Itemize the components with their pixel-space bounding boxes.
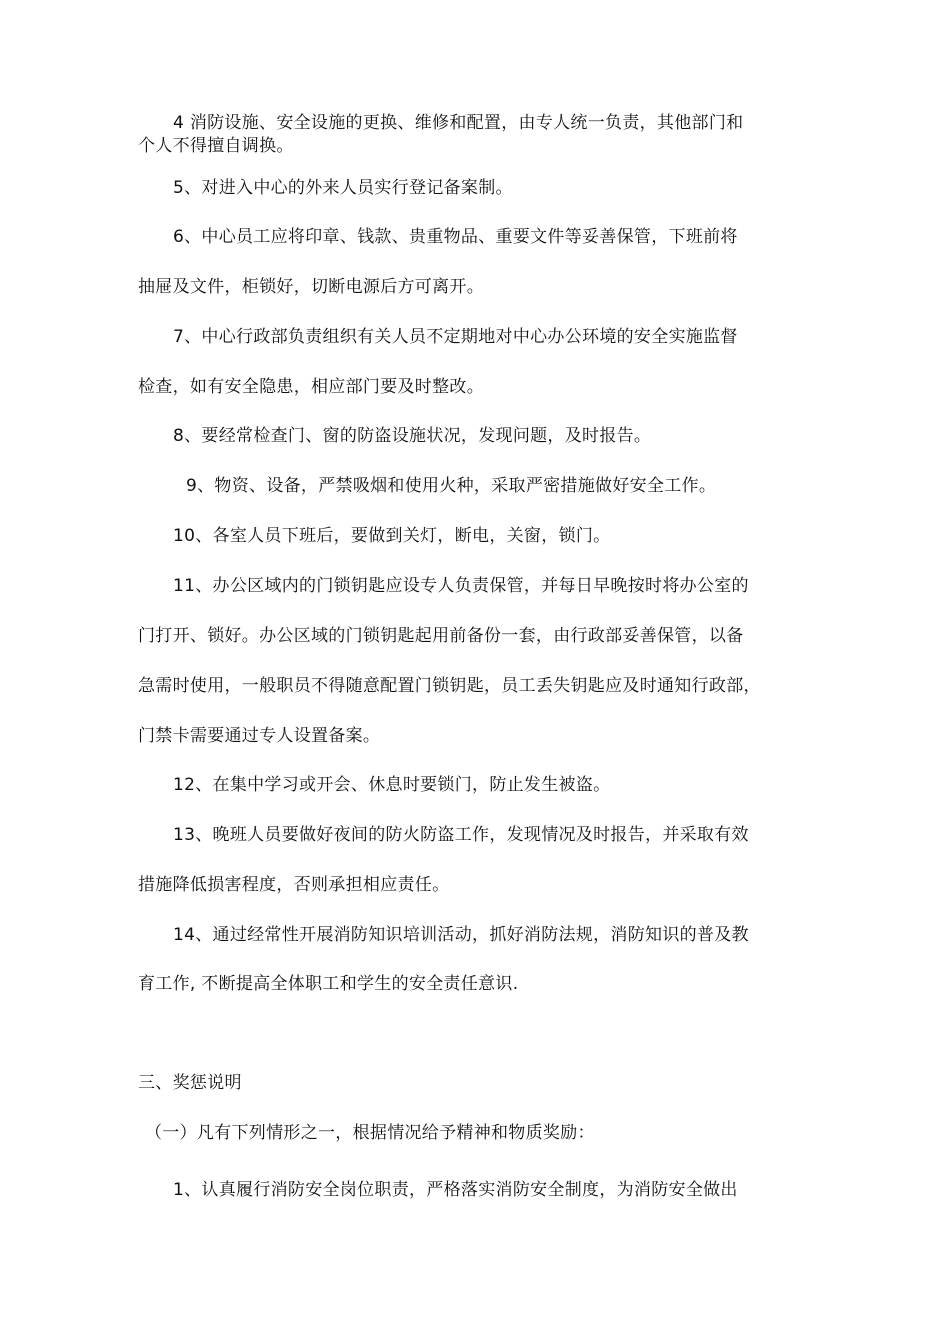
paragraph-line: 检查，如有安全隐患，相应部门要及时整改。 (138, 377, 484, 397)
paragraph-line: 5、对进入中心的外来人员实行登记备案制。 (173, 178, 513, 198)
paragraph-line: 8、要经常检查门、窗的防盗设施状况，发现问题，及时报告。 (173, 426, 652, 446)
paragraph-line: 急需时使用，一般职员不得随意配置门锁钥匙，员工丢失钥匙应及时通知行政部， (138, 676, 761, 696)
paragraph-line: 7、中心行政部负责组织有关人员不定期地对中心办公环境的安全实施监督 (173, 327, 738, 347)
paragraph-line: 4 消防设施、安全设施的更换、维修和配置，由专人统一负责，其他部门和 (173, 113, 744, 133)
paragraph-line: 个人不得擅自调换。 (138, 136, 294, 156)
subsection-heading: （一）凡有下列情形之一，根据情况给予精神和物质奖励： (145, 1123, 595, 1143)
paragraph-line: 门禁卡需要通过专人设置备案。 (138, 726, 381, 746)
paragraph-line: 措施降低损害程度，否则承担相应责任。 (138, 875, 450, 895)
paragraph-line: 育工作, 不断提高全体职工和学生的安全责任意识. (138, 974, 519, 994)
paragraph-line: 11、办公区域内的门锁钥匙应设专人负责保管，并每日早晚按时将办公室的 (173, 576, 749, 596)
paragraph-line: 6、中心员工应将印章、钱款、贵重物品、重要文件等妥善保管，下班前将 (173, 227, 738, 247)
paragraph-line: 9、物资、设备，严禁吸烟和使用火种，采取严密措施做好安全工作。 (186, 476, 717, 496)
paragraph-line: 13、晚班人员要做好夜间的防火防盗工作，发现情况及时报告，并采取有效 (173, 825, 749, 845)
section-heading: 三、奖惩说明 (138, 1073, 242, 1093)
paragraph-line: 1、认真履行消防安全岗位职责，严格落实消防安全制度，为消防安全做出 (173, 1180, 738, 1200)
paragraph-line: 12、在集中学习或开会、休息时要锁门，防止发生被盗。 (173, 775, 611, 795)
paragraph-line: 10、各室人员下班后，要做到关灯，断电，关窗，锁门。 (173, 526, 611, 546)
paragraph-line: 14、通过经常性开展消防知识培训活动，抓好消防法规，消防知识的普及教 (173, 925, 749, 945)
paragraph-line: 门打开、锁好。办公区域的门锁钥匙起用前备份一套，由行政部妥善保管，以备 (138, 626, 744, 646)
paragraph-line: 抽屉及文件，柜锁好，切断电源后方可离开。 (138, 277, 484, 297)
